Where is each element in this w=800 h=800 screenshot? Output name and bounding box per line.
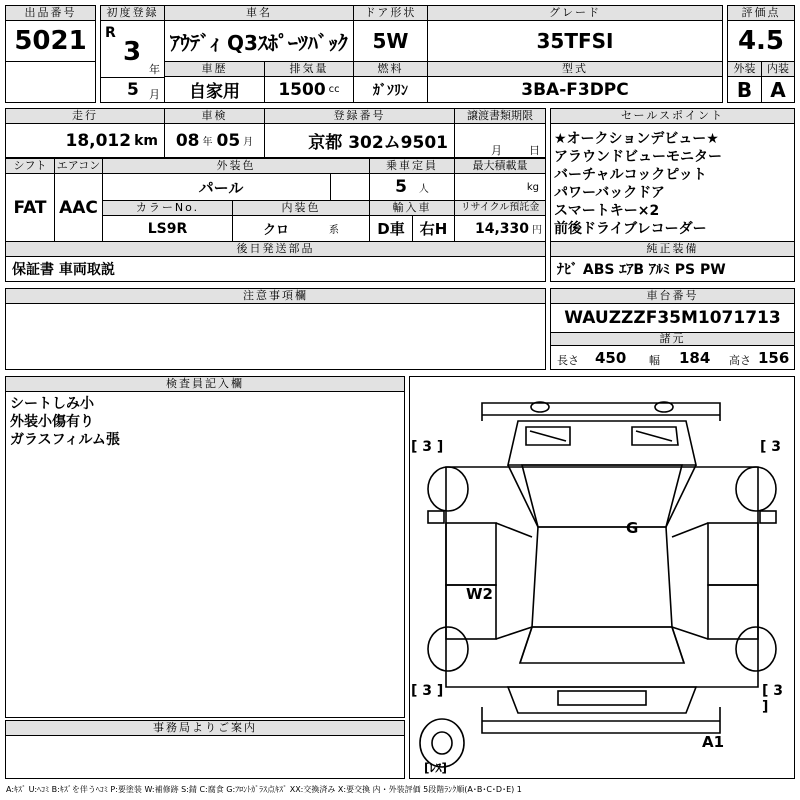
door-type: 5W — [353, 20, 428, 62]
import-label: 輸入車 — [369, 200, 455, 216]
capacity-value: 5 — [395, 177, 407, 197]
inspector-line: ガラスフィルム張 — [10, 432, 120, 448]
fuel: ｶﾞｿﾘﾝ — [353, 76, 428, 103]
name-label: 車名 — [164, 5, 354, 21]
height-label: 高さ — [729, 354, 751, 367]
inspection-label: 車検 — [164, 108, 265, 124]
lot-blank — [5, 61, 96, 103]
lot-number: 5021 — [5, 20, 96, 62]
spare-label: [ﾚｽ] — [424, 761, 447, 775]
inspector-line: シートしみ小 — [10, 396, 94, 412]
shift: FAT — [5, 173, 55, 242]
plate-number: 京都 302ム9501 — [264, 123, 455, 158]
capacity — [369, 173, 455, 201]
cc-unit: cc — [328, 84, 340, 95]
ext-grade: B — [727, 76, 762, 103]
grade: 35TFSI — [427, 20, 723, 62]
bracket-rear-right: [ 3 ] — [762, 683, 784, 715]
inspection-year-unit: 年 — [202, 137, 213, 148]
reg-month-unit: 月 — [149, 88, 160, 101]
interior-color — [232, 215, 370, 242]
cc-label: 排気量 — [264, 61, 354, 77]
mark-a1: A1 — [702, 733, 725, 751]
intcolor-label: 内装色 — [232, 200, 370, 216]
door-label: ドア形状 — [353, 5, 428, 21]
sales-item: アラウンドビューモニター — [554, 149, 722, 165]
inspection-month: 05 — [216, 130, 241, 151]
mileage-label: 走行 — [5, 108, 165, 124]
transfer-box — [454, 123, 546, 158]
recycle-deposit — [454, 215, 546, 242]
legend: A:ｷｽﾞ U:ﾍｺﾐ B:ｷｽﾞを伴うﾍｺﾐ P:要塗装 W:補修跡 S:錆 C:腐食 G:ﾌﾛﾝﾄｶﾞﾗｽ点ｷｽﾞ XX:交換済み X:要交換 内・外装評価 5段階ﾗﾝｸ順(A･B･C･D･E) 1 — [6, 785, 522, 794]
load-unit: kg — [526, 181, 539, 193]
ext-label: 外装 — [727, 61, 762, 77]
bracket-front-right: [ 3 — [760, 439, 782, 455]
mileage — [5, 123, 165, 158]
equipment: ﾅﾋﾞ ABS ｴｱB ｱﾙﾐ PS PW — [550, 256, 795, 282]
score-label: 評価点 — [727, 5, 795, 21]
color-label: 外装色 — [102, 158, 370, 174]
displacement — [264, 76, 354, 103]
inspector-notes — [5, 391, 405, 718]
length-value: 450 — [595, 349, 627, 367]
recycle-value: 14,330 — [474, 220, 529, 237]
import-handle: 右H — [412, 215, 455, 242]
transfer-label: 譲渡書類期限 — [454, 108, 546, 124]
reg-month-box — [100, 77, 165, 103]
bracket-rear-left: [ 3 ] — [411, 683, 444, 699]
shift-label: シフト — [5, 158, 55, 174]
interior-color-value: クロ — [262, 223, 289, 238]
body-color-value: パール — [198, 178, 244, 197]
sales-label: セールスポイント — [550, 108, 795, 124]
cc-value: 1500 — [278, 79, 326, 100]
transfer-month-unit: 月 — [491, 144, 502, 157]
bracket-front-left: [ 3 ] — [411, 439, 444, 455]
int-grade: A — [761, 76, 795, 103]
reg-label: 初度登録 — [100, 5, 165, 21]
int-label: 内装 — [761, 61, 795, 77]
reg-month: 5 — [127, 80, 139, 100]
model-label: 型式 — [427, 61, 723, 77]
reg-year: 3 — [123, 37, 142, 67]
office-label: 事務局よりご案内 — [5, 720, 405, 736]
dimensions — [550, 345, 795, 370]
air-con: AAC — [54, 173, 103, 242]
plate-label: 登録番号 — [264, 108, 455, 124]
mileage-unit: km — [134, 132, 158, 149]
history-label: 車歴 — [164, 61, 265, 77]
inspector-line: 外装小傷有り — [10, 414, 94, 430]
notes-label: 注意事項欄 — [5, 288, 546, 304]
mileage-value: 18,012 — [65, 130, 132, 151]
inspection — [164, 123, 265, 158]
recycle-label: リサイクル預託金 — [454, 200, 546, 216]
notes-area — [5, 303, 546, 370]
capacity-label: 乗車定員 — [369, 158, 455, 174]
equipment-label: 純正装備 — [550, 241, 795, 257]
color-number: LS9R — [102, 215, 233, 242]
sales-item: パワーバックドア — [554, 185, 665, 201]
import-maker: D車 — [369, 215, 413, 242]
lot-label: 出品番号 — [5, 5, 96, 21]
length-label: 長さ — [557, 354, 579, 367]
mark-g: G — [626, 519, 639, 537]
car-outline — [410, 377, 794, 778]
chassis-number: WAUZZZF35M1071713 — [550, 303, 795, 333]
chassis-label: 車台番号 — [550, 288, 795, 304]
car-diagram — [409, 376, 795, 779]
height-value: 156 — [758, 349, 790, 367]
color-sub — [330, 173, 370, 201]
sales-points — [550, 123, 795, 242]
transfer-day-unit: 日 — [529, 144, 540, 157]
reg-era: R — [105, 25, 116, 41]
ac-label: エアコン — [54, 158, 103, 174]
office-area — [5, 735, 405, 779]
grade-label: グレード — [427, 5, 723, 21]
car-name: ｱｳﾃﾞｨ Q3ｽﾎﾟｰﾂﾊﾞｯｸ — [164, 20, 354, 62]
sales-item: スマートキー×2 — [554, 203, 660, 219]
colorno-label: カラーNo. — [102, 200, 233, 216]
inspector-label: 検査員記入欄 — [5, 376, 405, 392]
recycle-unit: 円 — [532, 225, 542, 236]
history: 自家用 — [164, 76, 265, 103]
inspection-year: 08 — [175, 130, 200, 151]
sales-item: バーチャルコックピット — [554, 167, 707, 183]
sales-item: ★オークションデビュー★ — [554, 131, 719, 147]
width-label: 幅 — [649, 354, 660, 367]
model-code: 3BA-F3DPC — [427, 76, 723, 103]
load — [454, 173, 546, 201]
sales-item: 前後ドライブレコーダー — [554, 221, 707, 237]
score: 4.5 — [727, 20, 795, 62]
interior-color-unit: 系 — [329, 225, 339, 236]
inspection-month-unit: 月 — [243, 137, 254, 148]
fuel-label: 燃料 — [353, 61, 428, 77]
later-parts: 保証書 車両取説 — [5, 256, 546, 282]
mark-w2: W2 — [466, 585, 493, 603]
capacity-unit: 人 — [418, 183, 429, 195]
load-label: 最大積載量 — [454, 158, 546, 174]
reg-year-box — [100, 20, 165, 78]
dims-label: 諸元 — [550, 332, 795, 346]
later-parts-label: 後日発送部品 — [5, 241, 546, 257]
width-value: 184 — [679, 349, 711, 367]
reg-year-unit: 年 — [149, 63, 160, 76]
